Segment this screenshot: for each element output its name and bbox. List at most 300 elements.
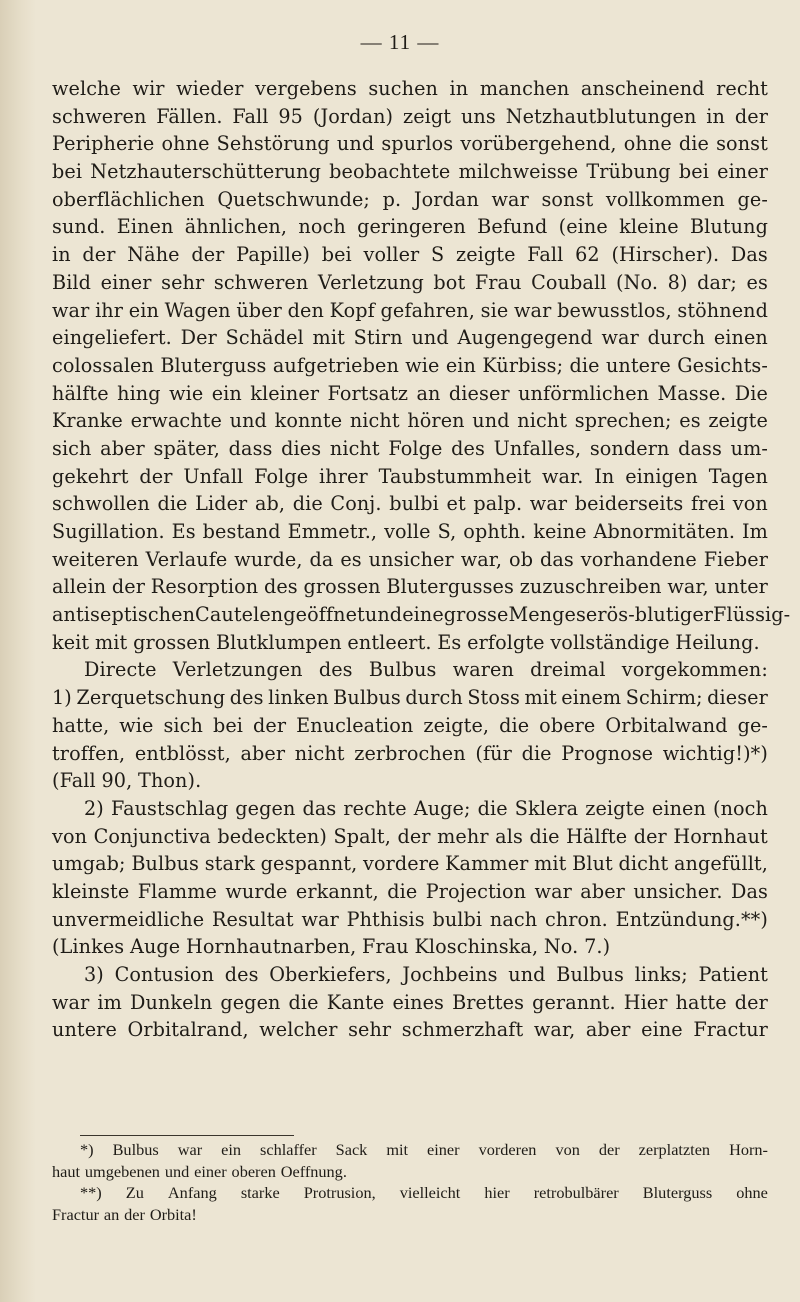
- body-word: und: [472, 409, 510, 433]
- body-word: zeigte: [585, 796, 645, 820]
- body-word: dass: [678, 436, 722, 460]
- body-word: Schädel: [225, 326, 304, 350]
- body-word: mit: [524, 686, 557, 710]
- body-word: Schirm;: [625, 686, 703, 710]
- body-text: [52, 75, 791, 1044]
- body-word: Fall: [232, 104, 269, 128]
- body-word: eine: [402, 603, 444, 627]
- body-word: Bulbus: [368, 658, 437, 682]
- footnote-word: Sack: [335, 1140, 368, 1159]
- footnote-word: **): [80, 1183, 102, 1202]
- body-word: der: [397, 824, 431, 848]
- body-word: kleine: [619, 215, 679, 239]
- body-word: wichtig!)*): [662, 741, 768, 765]
- body-word: (eine: [558, 215, 608, 239]
- body-word: einen: [713, 326, 768, 350]
- body-word: rechte: [343, 796, 407, 820]
- body-word: durch: [405, 686, 463, 710]
- body-line: [52, 573, 768, 601]
- body-word: Es: [171, 520, 196, 543]
- footnote-line: [52, 1139, 768, 1161]
- body-word: über: [236, 298, 282, 322]
- footnote-word: *): [80, 1140, 94, 1159]
- body-word: einigen: [625, 464, 698, 488]
- body-word: bei: [678, 160, 709, 184]
- body-word: das: [302, 796, 337, 820]
- body-word: Fall: [527, 243, 564, 267]
- body-word: serös-blutiger: [575, 603, 714, 627]
- body-word: 62: [575, 243, 600, 267]
- body-word: der: [253, 713, 287, 737]
- body-word: linken: [268, 686, 329, 710]
- body-word: Die: [734, 381, 768, 405]
- body-word: (für: [475, 741, 512, 765]
- body-word: keit: [52, 630, 90, 654]
- body-line: [52, 490, 768, 518]
- body-word: 1): [52, 686, 72, 710]
- body-line: [52, 795, 768, 823]
- body-word: Fieber: [703, 547, 768, 571]
- footnote-word: mit: [386, 1140, 409, 1159]
- footnote-word: der: [598, 1140, 620, 1159]
- body-word: wurde,: [234, 547, 303, 571]
- body-word: Contusion: [114, 963, 215, 986]
- body-word: der: [111, 575, 146, 599]
- body-word: die: [288, 990, 319, 1014]
- body-word: erkannt,: [295, 879, 379, 903]
- body-line: [52, 546, 768, 574]
- body-word: war: [491, 187, 529, 211]
- body-word: sund.: [52, 215, 106, 239]
- body-word: Kürbiss;: [482, 353, 564, 377]
- body-word: Papille): [236, 243, 310, 267]
- footnote-word: vorderen: [478, 1140, 537, 1159]
- body-word: umgab;: [52, 852, 126, 876]
- body-word: vordere: [363, 852, 440, 876]
- body-word: der: [191, 243, 225, 267]
- body-word: Das: [730, 243, 768, 267]
- body-word: Blutung: [689, 215, 768, 239]
- body-line: [52, 269, 768, 297]
- body-line: [52, 324, 768, 352]
- body-word: zuzuschreiben: [519, 575, 662, 599]
- body-word: oberflächlichen: [52, 187, 205, 211]
- body-line: [52, 601, 791, 629]
- body-word: Zerquetschung: [76, 686, 226, 710]
- body-word: In: [594, 464, 615, 488]
- body-word: et: [446, 492, 466, 516]
- body-line: [52, 684, 768, 712]
- body-word: vorhandene: [580, 547, 697, 571]
- body-word: spurlos: [381, 132, 454, 156]
- body-word: bei: [321, 243, 352, 267]
- body-word: Verletzungen: [172, 658, 303, 682]
- body-word: es: [679, 409, 701, 433]
- body-word: colossalen: [52, 353, 154, 377]
- body-word: und: [229, 409, 267, 433]
- body-word: untere: [52, 1018, 117, 1042]
- body-word: sich: [52, 436, 92, 460]
- body-word: Das: [731, 879, 768, 903]
- body-word: ein: [128, 298, 159, 322]
- body-word: Hornhautnarben,: [186, 935, 357, 959]
- body-word: 7.): [584, 935, 611, 959]
- body-line: [52, 75, 768, 103]
- body-word: Kopf: [329, 298, 375, 322]
- body-word: zeigte: [708, 409, 768, 433]
- body-word: wieder: [176, 77, 244, 100]
- body-word: Phthisis: [346, 907, 425, 931]
- footnote-word: retrobulbärer: [533, 1183, 619, 1202]
- body-word: es: [746, 270, 768, 294]
- page-edge-shadow: [0, 0, 36, 1302]
- body-word: Bild: [52, 270, 92, 294]
- body-word: unförmlichen: [518, 381, 650, 405]
- body-word: gerannt.: [532, 990, 616, 1014]
- body-word: und: [364, 603, 403, 627]
- body-word: ohne: [161, 132, 210, 156]
- body-word: kleiner: [250, 381, 320, 405]
- body-line: [52, 297, 768, 325]
- body-word: bedeckten): [217, 824, 327, 848]
- body-word: sondern: [589, 436, 670, 460]
- body-word: anscheinend: [580, 77, 705, 100]
- body-line: [52, 933, 768, 961]
- body-word: sehr: [348, 1018, 392, 1042]
- body-word: Tagen: [708, 464, 768, 488]
- footnote-word: einer: [427, 1140, 460, 1159]
- body-word: allein: [52, 575, 107, 599]
- footnote-line: [52, 1204, 768, 1226]
- body-word: gegen: [220, 990, 281, 1014]
- body-word: ihr: [95, 298, 124, 322]
- body-line: [52, 518, 768, 546]
- footnote-word: Zu: [125, 1183, 144, 1202]
- body-word: aufgetrieben: [272, 353, 399, 377]
- body-word: Der: [180, 326, 217, 350]
- body-word: es: [340, 547, 362, 571]
- body-word: Verletzung: [317, 270, 424, 294]
- body-word: sich: [163, 713, 203, 737]
- body-word: (Fall: [52, 769, 96, 793]
- body-word: war: [52, 298, 90, 322]
- footnote-line: [52, 1182, 768, 1204]
- body-word: (Jordan): [312, 104, 394, 128]
- footnote-word: Oeffnung.: [280, 1161, 347, 1181]
- body-word: mit: [312, 326, 345, 350]
- body-word: schweren: [213, 270, 309, 294]
- body-word: wir: [132, 77, 165, 100]
- body-word: durch: [647, 326, 706, 350]
- body-word: Fortsatz: [327, 381, 409, 405]
- body-word: hälfte: [52, 381, 109, 405]
- body-word: vergebens: [255, 77, 357, 100]
- body-word: unsicher: [368, 547, 454, 571]
- footnote-word: umgebenen: [84, 1161, 160, 1181]
- body-word: beiderseits: [574, 492, 684, 516]
- footnote-word: einer: [194, 1161, 227, 1181]
- body-word: von: [732, 492, 768, 516]
- body-word: Es: [437, 630, 462, 654]
- body-word: untere: [605, 353, 671, 377]
- body-word: ab,: [254, 492, 286, 516]
- body-word: eines: [392, 990, 445, 1014]
- body-word: gekehrt: [52, 464, 129, 488]
- body-word: Orbitalwand: [605, 713, 728, 737]
- body-word: ophth.: [463, 520, 527, 543]
- body-word: Prognose: [561, 741, 654, 765]
- footnote-word: Bulbus: [112, 1140, 159, 1159]
- body-word: des: [263, 575, 298, 599]
- body-word: Dunkeln: [130, 990, 213, 1014]
- body-word: palp.: [473, 492, 523, 516]
- body-word: sonst: [541, 187, 594, 211]
- body-word: nach: [489, 907, 538, 931]
- body-word: erwachte: [130, 409, 222, 433]
- body-word: Emmetr.,: [287, 520, 378, 543]
- body-word: ge-: [737, 187, 768, 211]
- body-word: Quetschwunde;: [217, 187, 370, 211]
- body-word: S: [431, 243, 445, 267]
- body-line: [52, 629, 768, 657]
- footnote-word: und: [164, 1161, 190, 1181]
- body-word: Resultat: [211, 907, 294, 931]
- body-word: noch: [298, 215, 346, 239]
- body-word: Stirn: [353, 326, 403, 350]
- body-word: Im: [742, 520, 768, 543]
- body-line: [52, 989, 768, 1017]
- footnote-word: schlaffer: [260, 1140, 317, 1159]
- body-word: ge-: [737, 713, 768, 737]
- body-word: grossen: [303, 575, 381, 599]
- body-word: Sklera: [514, 796, 579, 820]
- body-word: das: [540, 547, 574, 571]
- body-word: vollkommen: [605, 187, 725, 211]
- footnote-word: Horn-: [729, 1140, 768, 1159]
- body-word: war: [534, 879, 572, 903]
- body-word: aber: [100, 436, 145, 460]
- body-line: [52, 186, 768, 214]
- body-word: wie: [169, 381, 204, 405]
- body-word: Taubstummheit: [378, 464, 532, 488]
- body-word: die: [529, 824, 560, 848]
- body-line: [52, 740, 768, 768]
- body-word: Conjunctiva: [93, 824, 211, 848]
- body-word: dies: [281, 436, 322, 460]
- body-word: vorübergehend,: [460, 132, 617, 156]
- body-word: Frau: [474, 270, 522, 294]
- body-word: antiseptischen: [52, 603, 196, 627]
- body-word: Oberkiefers,: [269, 963, 392, 986]
- body-word: Cautelen: [195, 603, 284, 627]
- body-word: Bulbus: [556, 963, 624, 986]
- body-word: wurde: [225, 879, 288, 903]
- body-word: die: [157, 492, 188, 516]
- body-line: [52, 463, 768, 491]
- body-word: dass: [228, 436, 273, 460]
- body-word: stöhnend: [677, 298, 768, 322]
- body-word: chron.: [544, 907, 608, 931]
- body-word: S,: [437, 520, 457, 543]
- body-word: grosse: [443, 603, 509, 627]
- body-word: obere: [539, 713, 596, 737]
- footnote-word: oberen: [231, 1161, 276, 1181]
- body-word: sonst: [716, 132, 768, 156]
- body-word: troffen,: [52, 741, 126, 765]
- page-number: — 11 —: [360, 30, 440, 54]
- body-word: 2): [84, 796, 104, 820]
- body-word: 95: [278, 104, 303, 128]
- body-word: unsicher.: [633, 879, 723, 903]
- body-word: 8): [667, 270, 688, 294]
- body-line: [52, 906, 768, 934]
- body-line: [52, 1016, 768, 1044]
- body-word: Kloschinska,: [414, 935, 539, 959]
- body-word: Fällen.: [156, 104, 223, 128]
- body-word: und: [336, 132, 375, 156]
- body-word: angefüllt,: [673, 852, 768, 876]
- body-word: zerbrochen: [354, 741, 466, 765]
- body-line: [52, 712, 768, 740]
- body-word: Orbitalrand,: [127, 1018, 249, 1042]
- body-word: Lider: [195, 492, 248, 516]
- body-word: Folge: [254, 464, 309, 488]
- body-word: (No.: [616, 270, 659, 294]
- body-word: war: [52, 990, 90, 1014]
- body-line: [52, 158, 768, 186]
- body-word: Jordan: [413, 187, 479, 211]
- body-word: (Linkes: [52, 935, 125, 959]
- body-word: der: [633, 824, 667, 848]
- body-word: schmerzhaft: [401, 1018, 524, 1042]
- body-word: die: [678, 132, 709, 156]
- body-word: nicht: [349, 409, 400, 433]
- body-word: Entzündung.**): [615, 907, 768, 931]
- body-word: war: [301, 907, 339, 931]
- body-word: recht: [716, 77, 768, 100]
- body-word: war: [601, 326, 639, 350]
- body-word: Frau: [362, 935, 409, 959]
- body-word: einer: [100, 270, 152, 294]
- body-word: (noch: [712, 796, 768, 820]
- body-word: unvermeidliche: [52, 907, 205, 931]
- footnote-word: zerplatzten: [638, 1140, 711, 1159]
- body-word: in: [706, 104, 725, 128]
- body-word: ohne: [623, 132, 672, 156]
- body-word: Nähe: [127, 243, 180, 267]
- body-word: schwollen: [52, 492, 150, 516]
- body-word: voller: [363, 243, 420, 267]
- body-word: ein: [211, 381, 242, 405]
- body-word: Fractur: [693, 1018, 768, 1042]
- body-word: Bulbus: [131, 852, 199, 876]
- body-word: war,: [533, 1018, 576, 1042]
- body-word: Augengegend: [457, 326, 593, 350]
- body-word: Abnormitäten.: [593, 520, 736, 543]
- body-word: ein: [445, 353, 476, 377]
- body-word: ob: [509, 547, 534, 571]
- body-word: Enucleation: [296, 713, 414, 737]
- body-word: war,: [460, 547, 503, 571]
- body-word: welcher: [259, 1018, 338, 1042]
- body-line: [52, 656, 768, 684]
- body-word: war: [529, 492, 568, 516]
- body-word: manchen: [479, 77, 570, 100]
- body-word: p.: [382, 187, 402, 211]
- body-word: welche: [52, 77, 121, 100]
- body-word: bulbi: [432, 907, 483, 931]
- body-word: Auge: [130, 935, 181, 959]
- body-word: die: [499, 713, 530, 737]
- body-line: [52, 878, 768, 906]
- body-word: die: [387, 879, 418, 903]
- body-word: Thon).: [138, 769, 202, 793]
- body-word: dreimal: [530, 658, 606, 682]
- body-word: dieser: [448, 381, 510, 405]
- body-word: volle: [384, 520, 431, 543]
- body-word: Spalt,: [333, 824, 391, 848]
- body-word: als: [495, 824, 523, 848]
- body-word: war.: [541, 464, 584, 488]
- body-word: Wagen: [164, 298, 231, 322]
- body-word: suchen: [368, 77, 438, 100]
- body-word: des: [451, 436, 485, 460]
- body-word: Jochbeins: [402, 963, 498, 986]
- body-word: wie: [119, 713, 154, 737]
- footnote-word: hier: [484, 1183, 510, 1202]
- body-word: Auge;: [413, 796, 471, 820]
- body-line: [52, 850, 768, 878]
- body-word: hing: [117, 381, 161, 405]
- body-word: Kante: [326, 990, 385, 1014]
- body-word: Sugillation.: [52, 520, 165, 543]
- body-word: Netzhauterschütterung: [90, 160, 321, 184]
- body-word: die: [569, 353, 600, 377]
- body-word: weiteren: [52, 547, 139, 571]
- body-word: Folge: [388, 436, 443, 460]
- body-word: No.: [543, 935, 579, 959]
- body-word: Conj.: [330, 492, 382, 516]
- body-word: stark: [204, 852, 255, 876]
- body-word: Verlaufe: [145, 547, 228, 571]
- body-word: nicht: [294, 741, 345, 765]
- body-word: sie: [480, 298, 509, 322]
- body-word: von: [52, 824, 88, 848]
- body-word: dieser: [707, 686, 768, 710]
- body-word: war: [514, 298, 552, 322]
- footnote-word: war: [177, 1140, 203, 1159]
- footnote-word: Fractur: [52, 1204, 100, 1224]
- body-word: Trübung: [586, 160, 671, 184]
- body-word: die: [521, 741, 552, 765]
- body-word: Netzhautblutungen: [505, 104, 697, 128]
- body-word: aber: [240, 741, 286, 765]
- body-word: dicht: [618, 852, 669, 876]
- body-word: eine: [641, 1018, 683, 1042]
- body-word: da: [309, 547, 334, 571]
- footnotes: [52, 1139, 768, 1225]
- body-word: nicht: [329, 436, 380, 460]
- body-word: bei: [212, 713, 244, 737]
- body-word: mit: [94, 630, 128, 654]
- body-word: links;: [634, 963, 688, 986]
- body-word: (Hirscher).: [611, 243, 720, 267]
- body-word: vollständige: [550, 630, 670, 654]
- body-word: Blutklumpen: [215, 630, 342, 654]
- body-word: bulbi: [389, 492, 439, 516]
- body-word: hatte,: [52, 713, 110, 737]
- body-word: nicht: [517, 409, 568, 433]
